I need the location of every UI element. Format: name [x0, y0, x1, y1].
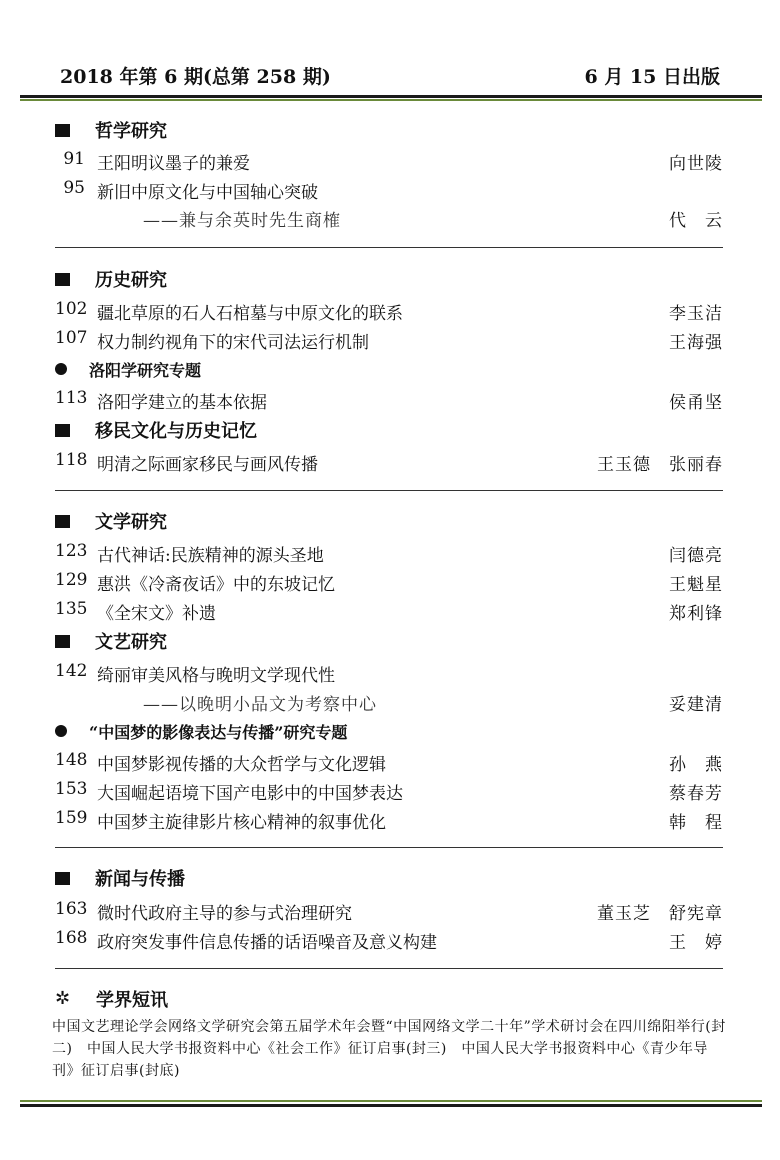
article-title: 新旧中原文化与中国轴心突破: [97, 183, 318, 203]
toc-entry[interactable]: [55, 149, 723, 173]
black-square-icon: [55, 424, 70, 437]
footer-rule-dark: [20, 1104, 762, 1107]
article-author: 李玉洁: [669, 304, 723, 324]
article-title: 中国梦影视传播的大众哲学与文化逻辑: [97, 755, 386, 775]
section-heading: [55, 986, 168, 1012]
toc-entry[interactable]: [55, 299, 723, 323]
page-number: 129: [55, 570, 88, 590]
page-number: 107: [55, 328, 88, 348]
page-number: 95: [63, 178, 85, 198]
page-number: 142: [55, 661, 88, 681]
page-number: 118: [55, 450, 88, 470]
section-heading: [55, 266, 167, 292]
article-author: 韩 程: [669, 813, 723, 833]
academic-news-text: 中国文艺理论学会网络文学研究会第五届学术年会暨“中国网络文学二十年”学术研讨会在四川绵阳举行(封二) 中国人民大学书报资料中心《社会工作》征订启事(封三) 中国人民大学书报资料中心《青少年导刊》征订启事(封底): [52, 1019, 726, 1079]
article-author: 王海强: [669, 333, 723, 353]
article-author: 闫德亮: [669, 546, 723, 566]
article-title: 《全宋文》补遗: [97, 604, 216, 624]
topic-heading: [55, 356, 201, 382]
publication-date: 6 月 15 日出版: [584, 66, 720, 88]
article-author: 代 云: [669, 211, 723, 231]
article-author: 孙 燕: [669, 755, 723, 775]
page-number: 113: [55, 388, 88, 408]
article-title: 绮丽审美风格与晚明文学现代性: [97, 666, 335, 686]
toc-entry[interactable]: [55, 570, 723, 594]
page-number: 163: [55, 899, 88, 919]
toc-entry[interactable]: [55, 808, 723, 832]
article-title: 惠洪《冷斋夜话》中的东坡记忆: [97, 575, 335, 595]
black-dot-icon: [55, 363, 67, 375]
flower-star-icon: ✲: [55, 988, 71, 1009]
toc-entry[interactable]: [55, 928, 723, 952]
section-title: 历史研究: [95, 270, 167, 291]
footer-rule-green: [20, 1100, 762, 1102]
issue-number: 2018 年第 6 期(总第 258 期): [60, 66, 331, 88]
article-title: 政府突发事件信息传播的话语噪音及意义构建: [97, 933, 437, 953]
section-divider: [55, 490, 723, 491]
toc-entry[interactable]: [55, 328, 723, 352]
page-number: 159: [55, 808, 88, 828]
toc-entry[interactable]: [55, 599, 723, 623]
black-square-icon: [55, 124, 70, 137]
article-title: 微时代政府主导的参与式治理研究: [97, 904, 352, 924]
header-rule-dark: [20, 95, 762, 98]
article-subtitle: ——兼与余英时先生商榷: [143, 211, 341, 231]
section-heading: [55, 628, 167, 654]
section-heading: [55, 117, 167, 143]
article-author: 王玉德 张丽春: [597, 455, 723, 475]
article-title: 大国崛起语境下国产电影中的中国梦表达: [97, 784, 403, 804]
toc-entry-subtitle: [55, 690, 723, 714]
section-heading: [55, 508, 167, 534]
toc-entry[interactable]: [55, 779, 723, 803]
section-divider: [55, 968, 723, 969]
black-dot-icon: [55, 725, 67, 737]
article-author: 向世陵: [669, 154, 723, 174]
article-author: 王 婷: [669, 933, 723, 953]
article-title: 权力制约视角下的宋代司法运行机制: [97, 333, 369, 353]
article-title: 中国梦主旋律影片核心精神的叙事优化: [97, 813, 386, 833]
article-author: 蔡春芳: [669, 784, 723, 804]
article-subtitle: ——以晚明小品文为考察中心: [143, 695, 377, 715]
section-heading: [55, 417, 257, 443]
toc-entry-subtitle: [55, 206, 723, 230]
black-square-icon: [55, 635, 70, 648]
article-title: 洛阳学建立的基本依据: [97, 393, 267, 413]
page-number: 102: [55, 299, 88, 319]
toc-entry[interactable]: [55, 388, 723, 412]
section-heading: [55, 865, 185, 891]
page-number: 153: [55, 779, 88, 799]
section-divider: [55, 247, 723, 248]
article-author: 王魁星: [669, 575, 723, 595]
section-title: 文艺研究: [95, 632, 167, 653]
article-title: 疆北草原的石人石棺墓与中原文化的联系: [97, 304, 403, 324]
black-square-icon: [55, 273, 70, 286]
page-number: 135: [55, 599, 88, 619]
black-square-icon: [55, 872, 70, 885]
topic-title: 洛阳学研究专题: [89, 360, 202, 380]
section-title: 哲学研究: [95, 121, 167, 142]
article-title: 古代神话:民族精神的源头圣地: [97, 546, 324, 566]
toc-entry[interactable]: [55, 178, 723, 202]
toc-entry[interactable]: [55, 661, 723, 685]
section-title: 新闻与传播: [95, 869, 185, 890]
page-number: 91: [63, 149, 85, 169]
article-author: 侯甬坚: [669, 393, 723, 413]
black-square-icon: [55, 515, 70, 528]
toc-entry[interactable]: [55, 541, 723, 565]
article-author: 郑利锋: [669, 604, 723, 624]
section-title: 移民文化与历史记忆: [95, 421, 257, 442]
toc-entry[interactable]: [55, 899, 723, 923]
article-title: 王阳明议墨子的兼爱: [97, 154, 250, 174]
section-divider: [55, 847, 723, 848]
section-title: 学界短讯: [96, 990, 168, 1011]
page-number: 168: [55, 928, 88, 948]
article-author: 妥建清: [669, 695, 723, 715]
topic-title: “中国梦的影像表达与传播”研究专题: [89, 722, 348, 742]
page-number: 123: [55, 541, 88, 561]
toc-entry[interactable]: [55, 750, 723, 774]
topic-heading: [55, 718, 347, 744]
page-number: 148: [55, 750, 88, 770]
article-author: 董玉芝 舒宪章: [597, 904, 723, 924]
section-title: 文学研究: [95, 512, 167, 533]
article-title: 明清之际画家移民与画风传播: [97, 455, 318, 475]
toc-entry[interactable]: [55, 450, 723, 474]
header-rule-green: [20, 99, 762, 101]
page-header: [60, 62, 720, 92]
